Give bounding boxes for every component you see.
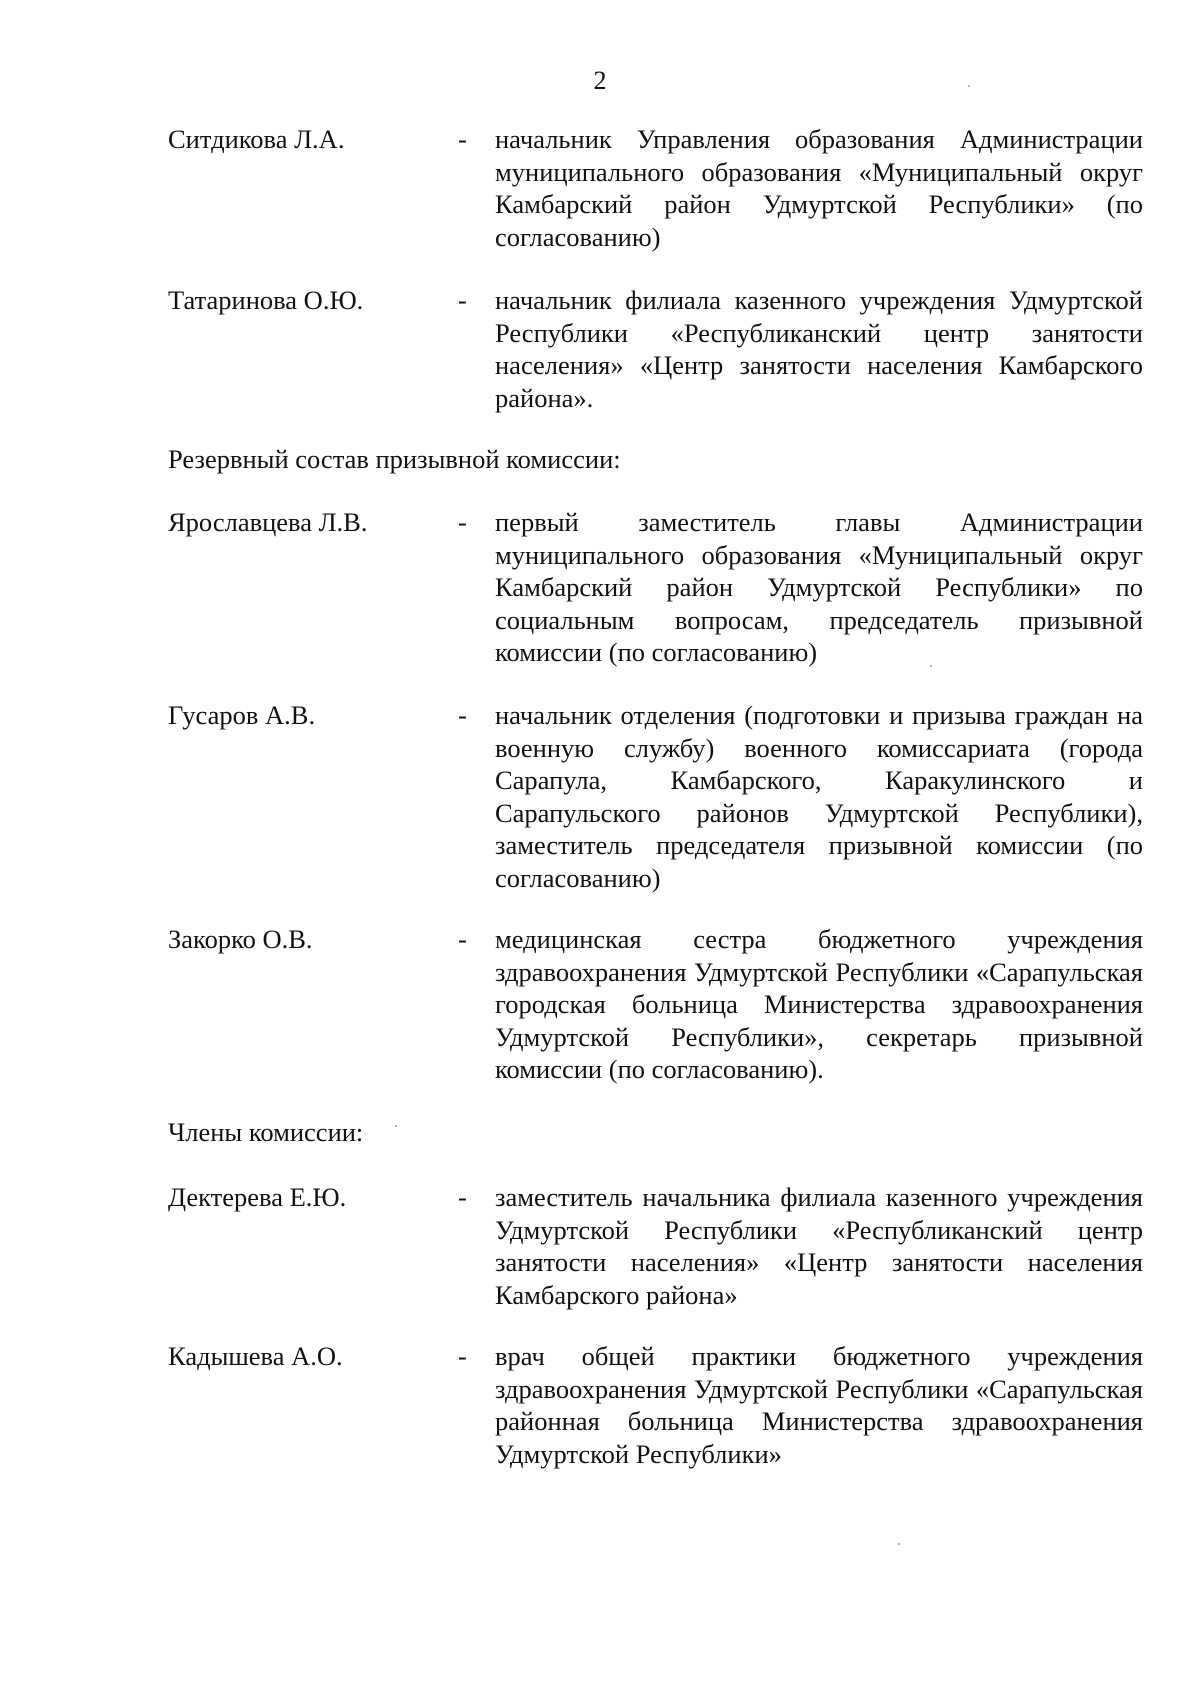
page-number: 2 (593, 66, 607, 95)
member-entry (168, 284, 1143, 414)
reserve-entry (168, 699, 1143, 894)
member-name: Ярославцева Л.В. (168, 507, 368, 537)
member-position: врач общей практики бюджетного учреждения здравоохранения Удмуртской Республики «Сарапульская районная больница Министерства здравоохранения Удмуртской Республики» (495, 1341, 1143, 1469)
scan-speck (968, 85, 970, 87)
dash-separator: - (458, 700, 467, 730)
reserve-heading: Резервный состав призывной комиссии: (168, 444, 621, 474)
dash-separator: - (458, 1182, 467, 1212)
dash-separator: - (458, 924, 467, 954)
member-entry (168, 123, 1143, 253)
members-heading: Члены комиссии: (168, 1117, 364, 1147)
member-position: заместитель начальника филиала казенного учреждения Удмуртской Республики «Республиканский центр занятости населения» «Центр занятости населения Камбарского района» (495, 1182, 1143, 1310)
dash-separator: - (458, 285, 467, 315)
member-entry (168, 1181, 1143, 1311)
dash-separator: - (458, 507, 467, 537)
member-name: Закорко О.В. (168, 924, 313, 954)
dash-separator: - (458, 124, 467, 154)
member-position: первый заместитель главы Администрации муниципального образования «Муниципальный округ Камбарский район Удмуртской Республики» по социальным вопросам, председатель призывной комиссии (по согласованию) (495, 507, 1143, 667)
member-name: Кадышева А.О. (168, 1341, 343, 1371)
reserve-entry (168, 506, 1143, 669)
member-entry (168, 1340, 1143, 1470)
dash-separator: - (458, 1341, 467, 1371)
member-position: начальник Управления образования Администрации муниципального образования «Муниципальный округ Камбарский район Удмуртской Республики» (по согласованию) (495, 124, 1143, 252)
member-name: Ситдикова Л.А. (168, 124, 345, 154)
scan-speck (898, 1543, 900, 1545)
member-position: начальник отделения (подготовки и призыва граждан на военную службу) военного комиссариата (города Сарапула, Камбарского, Каракулинского и Сарапульского районов Удмуртской Республики), заместитель председателя призывной комиссии (по согласованию) (495, 700, 1143, 893)
member-name: Татаринова О.Ю. (168, 285, 364, 315)
member-position: медицинская сестра бюджетного учреждения здравоохранения Удмуртской Республики «Сарапульская городская больница Министерства здравоохранения Удмуртской Республики», секретарь призывной комиссии (по согласованию). (495, 924, 1143, 1084)
member-name: Гусаров А.В. (168, 700, 316, 730)
member-name: Дектерева Е.Ю. (168, 1182, 347, 1212)
scan-speck (930, 665, 932, 667)
reserve-entry (168, 923, 1143, 1086)
scan-speck (395, 1125, 397, 1127)
member-position: начальник филиала казенного учреждения Удмуртской Республики «Республиканский центр занятости населения» «Центр занятости населения Камбарского района». (495, 285, 1143, 413)
